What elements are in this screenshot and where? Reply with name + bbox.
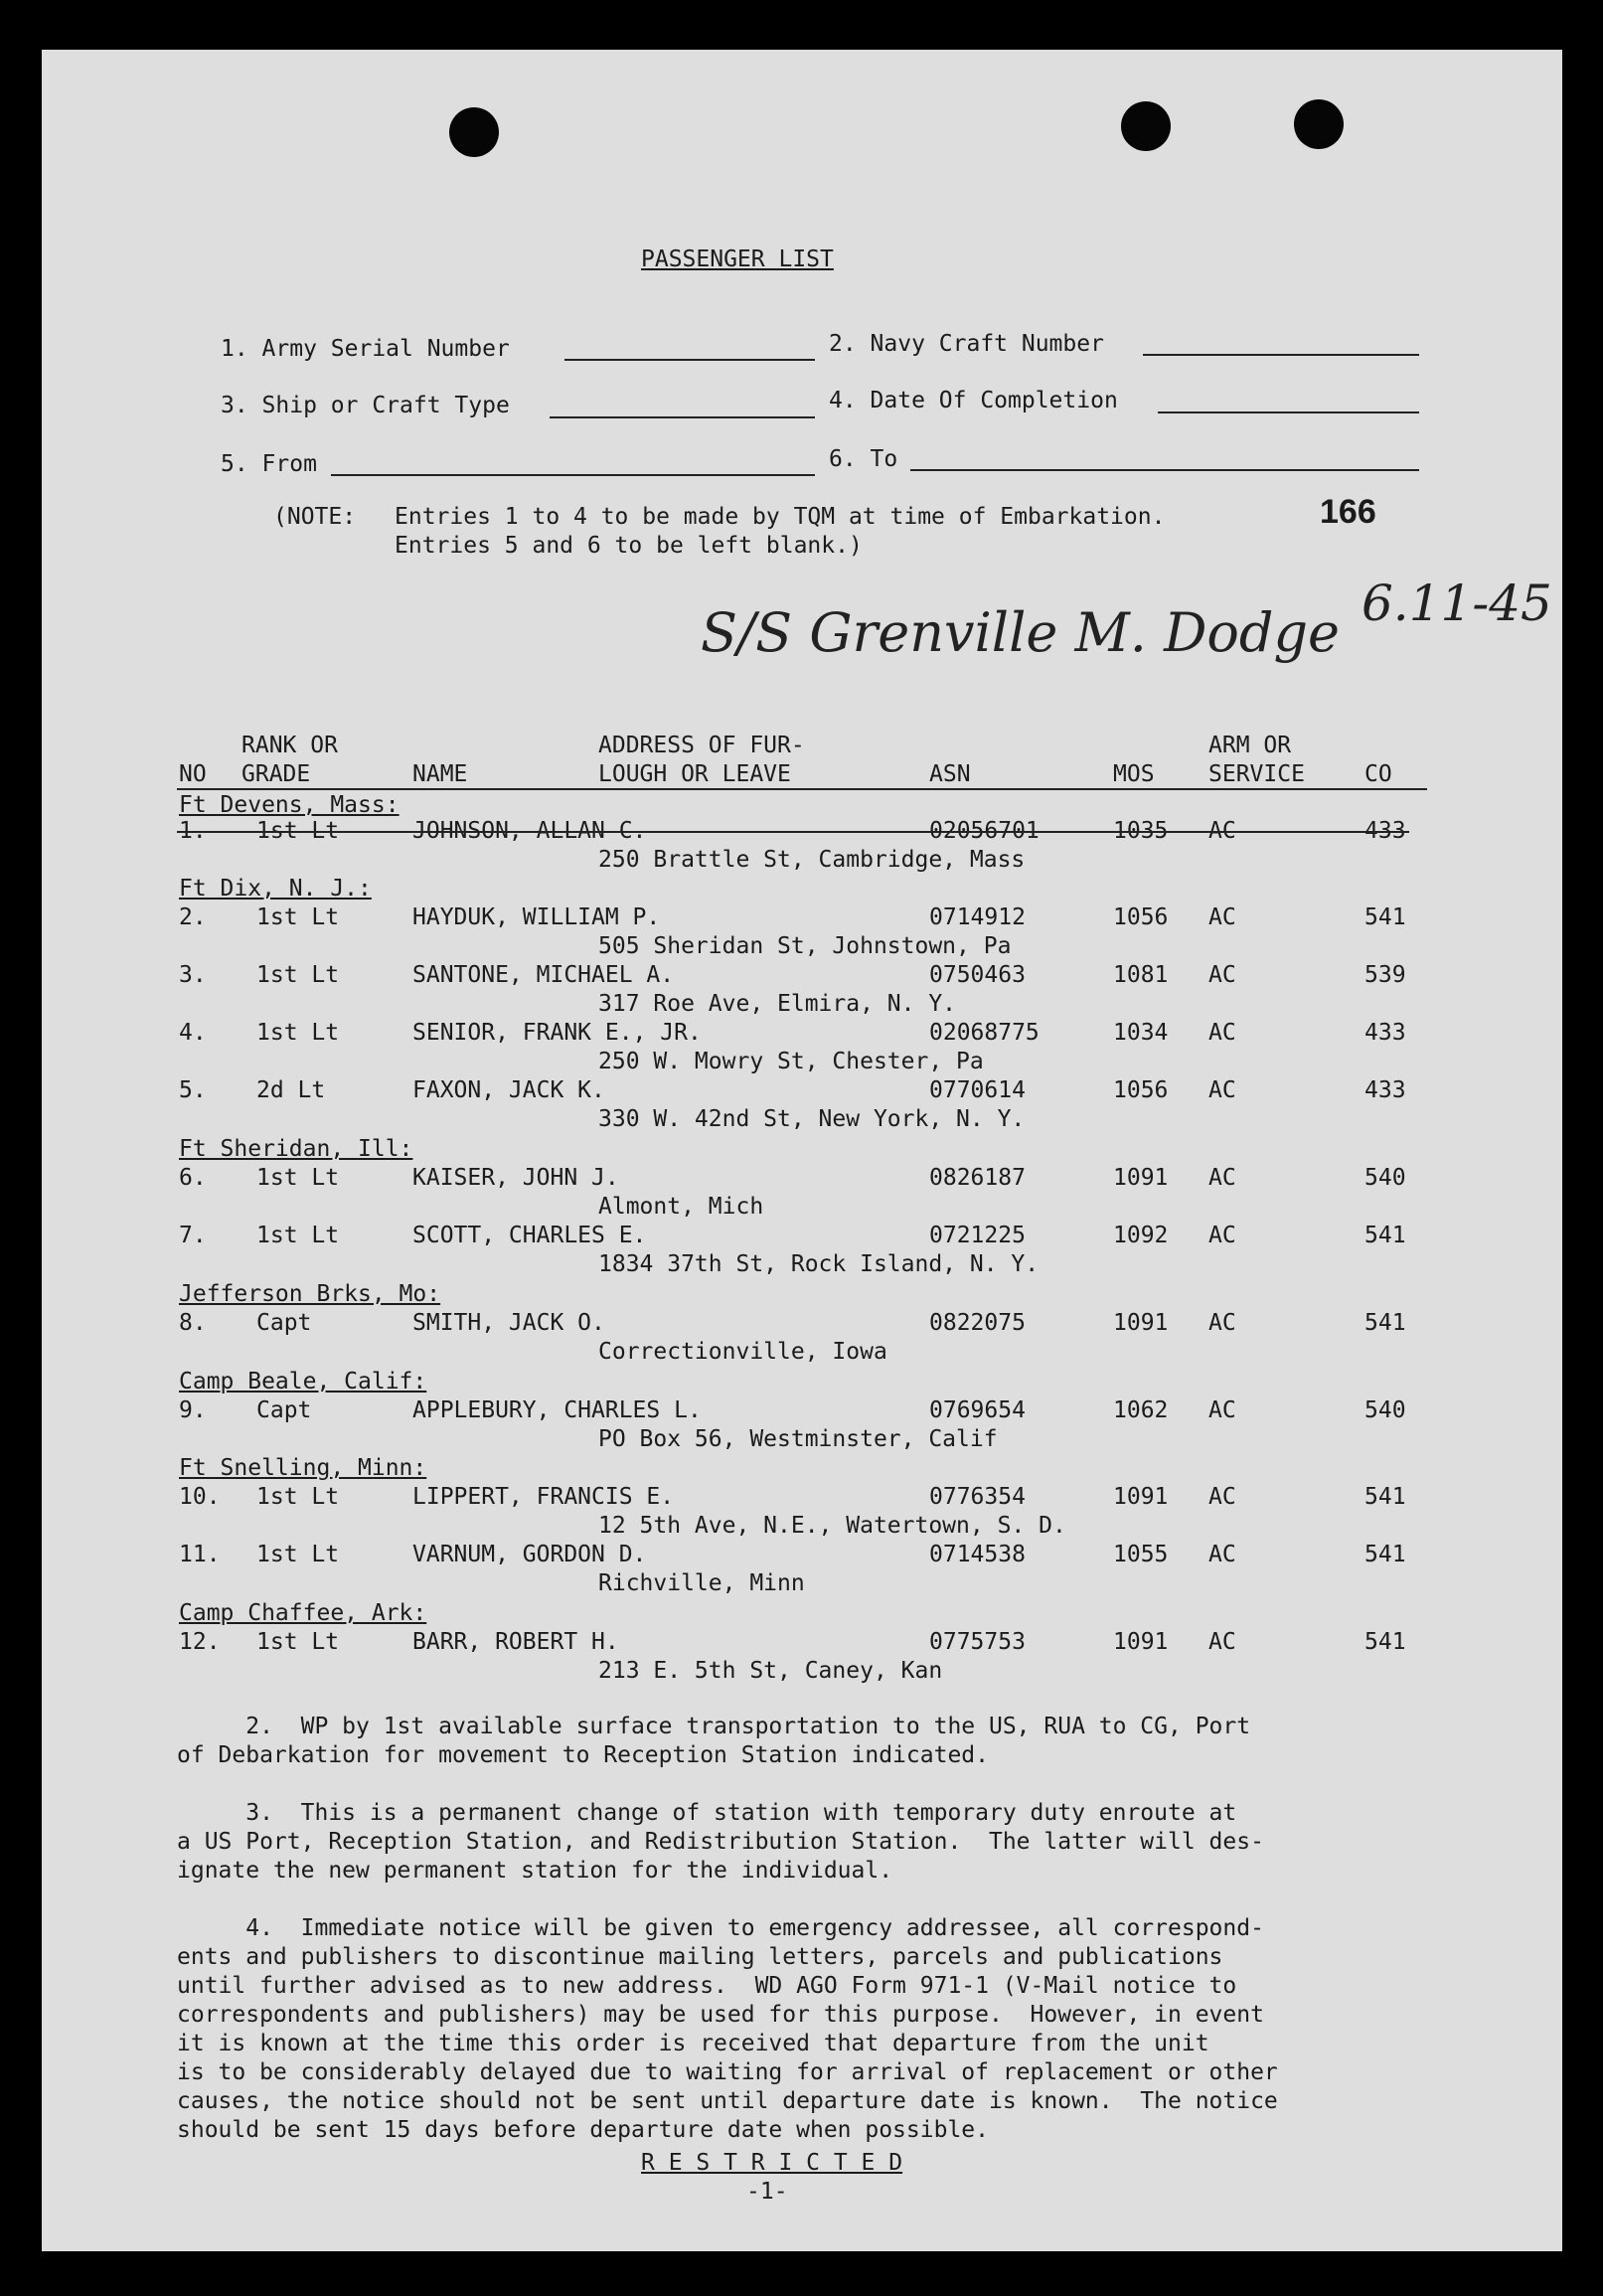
paragraph-line: causes, the notice should not be sent until departure date is known. The notice [177, 2088, 1278, 2114]
field-label-date-completion: 4. Date Of Completion [829, 388, 1118, 413]
paragraph-line: 4. Immediate notice will be given to emergency addressee, all correspond- [177, 1915, 1264, 1941]
row-rank: 1st Lt [256, 1223, 340, 1248]
paragraph-line: a US Port, Reception Station, and Redistribution Station. The latter will des- [177, 1829, 1264, 1855]
row-name: BARR, ROBERT H. [412, 1629, 619, 1655]
row-mos: 1081 [1113, 962, 1169, 988]
classification-footer: R E S T R I C T E D [641, 2150, 903, 2176]
punch-hole [1294, 99, 1344, 149]
column-header-name: NAME [412, 761, 468, 787]
note-prefix: (NOTE: [273, 504, 357, 530]
row-co: 541 [1364, 1310, 1406, 1336]
paragraph-line: should be sent 15 days before departure date when possible. [177, 2117, 989, 2143]
station-heading: Ft Snelling, Minn: [179, 1455, 427, 1481]
row-arm: AC [1208, 1629, 1236, 1655]
row-address: 250 Brattle St, Cambridge, Mass [598, 847, 1026, 873]
row-mos: 1056 [1113, 904, 1169, 930]
row-rank: 2d Lt [256, 1077, 326, 1103]
row-mos: 1056 [1113, 1077, 1169, 1103]
row-address: 213 E. 5th St, Caney, Kan [598, 1658, 943, 1684]
row-address: 250 W. Mowry St, Chester, Pa [598, 1049, 984, 1074]
row-address: 330 W. 42nd St, New York, N. Y. [598, 1106, 1026, 1132]
row-mos: 1035 [1113, 818, 1169, 844]
row-number: 6. [179, 1165, 207, 1191]
row-arm: AC [1208, 1397, 1236, 1423]
field-blank-navy-craft[interactable] [1143, 354, 1419, 356]
station-heading: Jefferson Brks, Mo: [179, 1281, 441, 1307]
field-label-ship-type: 3. Ship or Craft Type [221, 393, 510, 418]
row-rank: 1st Lt [256, 1629, 340, 1655]
field-blank-date-completion[interactable] [1158, 411, 1419, 413]
row-number: 11. [179, 1542, 221, 1567]
paragraph-line: until further advised as to new address. WD AGO Form 971-1 (V-Mail notice to [177, 1973, 1237, 1999]
row-number: 4. [179, 1020, 207, 1046]
row-name: HAYDUK, WILLIAM P. [412, 904, 661, 930]
row-rank: 1st Lt [256, 1484, 340, 1510]
row-mos: 1055 [1113, 1542, 1169, 1567]
page-footer-number: -1- [746, 2179, 788, 2205]
row-co: 540 [1364, 1397, 1406, 1423]
row-co: 540 [1364, 1165, 1406, 1191]
paragraph-line: 3. This is a permanent change of station with temporary duty enroute at [177, 1800, 1237, 1826]
row-arm: AC [1208, 1310, 1236, 1336]
handwritten-date: 6.11-45 [1362, 574, 1552, 632]
column-header-address-top: ADDRESS OF FUR- [598, 733, 805, 758]
station-heading: Camp Chaffee, Ark: [179, 1600, 427, 1626]
note-line-1: Entries 1 to 4 to be made by TQM at time of Embarkation. [395, 504, 1166, 530]
row-asn: 0750463 [929, 962, 1026, 988]
note-line-2: Entries 5 and 6 to be left blank.) [395, 533, 863, 559]
row-name: JOHNSON, ALLAN C. [412, 818, 647, 844]
row-arm: AC [1208, 1542, 1236, 1567]
station-heading: Ft Dix, N. J.: [179, 876, 372, 902]
row-arm: AC [1208, 904, 1236, 930]
row-asn: 02068775 [929, 1020, 1040, 1046]
column-header-arm-top: ARM OR [1208, 733, 1292, 758]
row-co: 433 [1364, 1020, 1406, 1046]
row-name: SMITH, JACK O. [412, 1310, 605, 1336]
column-header-no: NO [179, 761, 207, 787]
field-blank-army-serial[interactable] [564, 359, 815, 361]
row-asn: 0769654 [929, 1397, 1026, 1423]
field-blank-ship-type[interactable] [550, 416, 815, 418]
paragraph-line: ents and publishers to discontinue mailing letters, parcels and publications [177, 1944, 1223, 1970]
strikethrough-line [177, 831, 1409, 833]
row-name: SANTONE, MICHAEL A. [412, 962, 675, 988]
row-number: 8. [179, 1310, 207, 1336]
row-number: 1. [179, 818, 207, 844]
row-asn: 0714912 [929, 904, 1026, 930]
row-number: 10. [179, 1484, 221, 1510]
row-rank: Capt [256, 1397, 312, 1423]
row-co: 541 [1364, 1542, 1406, 1567]
field-label-to: 6. To [829, 446, 898, 472]
row-number: 3. [179, 962, 207, 988]
row-arm: AC [1208, 818, 1236, 844]
field-label-army-serial: 1. Army Serial Number [221, 336, 510, 362]
punch-hole [449, 107, 499, 157]
row-arm: AC [1208, 962, 1236, 988]
row-number: 9. [179, 1397, 207, 1423]
header-rule [177, 788, 1427, 790]
row-number: 2. [179, 904, 207, 930]
row-asn: 0770614 [929, 1077, 1026, 1103]
field-label-navy-craft: 2. Navy Craft Number [829, 331, 1104, 357]
row-co: 541 [1364, 904, 1406, 930]
row-address: 317 Roe Ave, Elmira, N. Y. [598, 991, 957, 1017]
column-header-arm: SERVICE [1208, 761, 1305, 787]
row-name: KAISER, JOHN J. [412, 1165, 619, 1191]
row-mos: 1091 [1113, 1165, 1169, 1191]
row-co: 541 [1364, 1629, 1406, 1655]
handwritten-ship-name: S/S Grenville M. Dodge [701, 601, 1340, 664]
row-arm: AC [1208, 1484, 1236, 1510]
paragraph-line: is to be considerably delayed due to waiting for arrival of replacement or other [177, 2059, 1278, 2085]
row-mos: 1091 [1113, 1484, 1169, 1510]
row-asn: 0776354 [929, 1484, 1026, 1510]
row-name: APPLEBURY, CHARLES L. [412, 1397, 702, 1423]
row-mos: 1091 [1113, 1629, 1169, 1655]
station-heading: Ft Sheridan, Ill: [179, 1136, 413, 1162]
row-address: 1834 37th St, Rock Island, N. Y. [598, 1251, 1040, 1277]
row-co: 433 [1364, 1077, 1406, 1103]
column-header-mos: MOS [1113, 761, 1155, 787]
row-arm: AC [1208, 1223, 1236, 1248]
row-rank: 1st Lt [256, 818, 340, 844]
row-rank: 1st Lt [256, 1020, 340, 1046]
field-blank-to[interactable] [910, 469, 1419, 471]
paragraph-line: of Debarkation for movement to Reception Station indicated. [177, 1742, 989, 1768]
punch-hole [1121, 101, 1171, 151]
paragraph-line: 2. WP by 1st available surface transportation to the US, RUA to CG, Port [177, 1714, 1251, 1739]
row-address: PO Box 56, Westminster, Calif [598, 1426, 998, 1452]
row-name: VARNUM, GORDON D. [412, 1542, 647, 1567]
row-address: Correctionville, Iowa [598, 1339, 887, 1365]
column-header-co: CO [1364, 761, 1392, 787]
row-mos: 1092 [1113, 1223, 1169, 1248]
row-address: Richville, Minn [598, 1570, 805, 1596]
station-heading: Ft Devens, Mass: [179, 792, 400, 818]
row-asn: 0826187 [929, 1165, 1026, 1191]
row-name: LIPPERT, FRANCIS E. [412, 1484, 675, 1510]
row-co: 539 [1364, 962, 1406, 988]
row-co: 541 [1364, 1223, 1406, 1248]
row-co: 541 [1364, 1484, 1406, 1510]
row-asn: 0775753 [929, 1629, 1026, 1655]
paragraph-line: it is known at the time this order is received that departure from the unit [177, 2031, 1209, 2056]
row-arm: AC [1208, 1020, 1236, 1046]
row-address: Almont, Mich [598, 1194, 764, 1220]
row-number: 5. [179, 1077, 207, 1103]
row-asn: 02056701 [929, 818, 1040, 844]
row-name: FAXON, JACK K. [412, 1077, 605, 1103]
row-address: 12 5th Ave, N.E., Watertown, S. D. [598, 1513, 1066, 1539]
page-number-mark: 166 [1320, 493, 1376, 531]
row-rank: 1st Lt [256, 1542, 340, 1567]
row-asn: 0721225 [929, 1223, 1026, 1248]
row-mos: 1034 [1113, 1020, 1169, 1046]
row-co: 433 [1364, 818, 1406, 844]
column-header-address: LOUGH OR LEAVE [598, 761, 791, 787]
row-number: 7. [179, 1223, 207, 1248]
paragraph-line: correspondents and publishers) may be used for this purpose. However, in event [177, 2002, 1264, 2028]
row-mos: 1091 [1113, 1310, 1169, 1336]
row-rank: 1st Lt [256, 904, 340, 930]
column-header-rank: GRADE [241, 761, 311, 787]
row-mos: 1062 [1113, 1397, 1169, 1423]
row-asn: 0714538 [929, 1542, 1026, 1567]
column-header-rank-top: RANK OR [241, 733, 338, 758]
field-blank-from[interactable] [331, 474, 815, 476]
row-name: SENIOR, FRANK E., JR. [412, 1020, 702, 1046]
row-arm: AC [1208, 1165, 1236, 1191]
paragraph-line: ignate the new permanent station for the individual. [177, 1858, 893, 1884]
row-arm: AC [1208, 1077, 1236, 1103]
station-heading: Camp Beale, Calif: [179, 1369, 427, 1394]
row-rank: Capt [256, 1310, 312, 1336]
row-asn: 0822075 [929, 1310, 1026, 1336]
page-title: PASSENGER LIST [641, 246, 834, 272]
row-name: SCOTT, CHARLES E. [412, 1223, 647, 1248]
row-rank: 1st Lt [256, 962, 340, 988]
row-number: 12. [179, 1629, 221, 1655]
field-label-from: 5. From [221, 451, 317, 477]
column-header-asn: ASN [929, 761, 971, 787]
row-address: 505 Sheridan St, Johnstown, Pa [598, 933, 1012, 959]
row-rank: 1st Lt [256, 1165, 340, 1191]
